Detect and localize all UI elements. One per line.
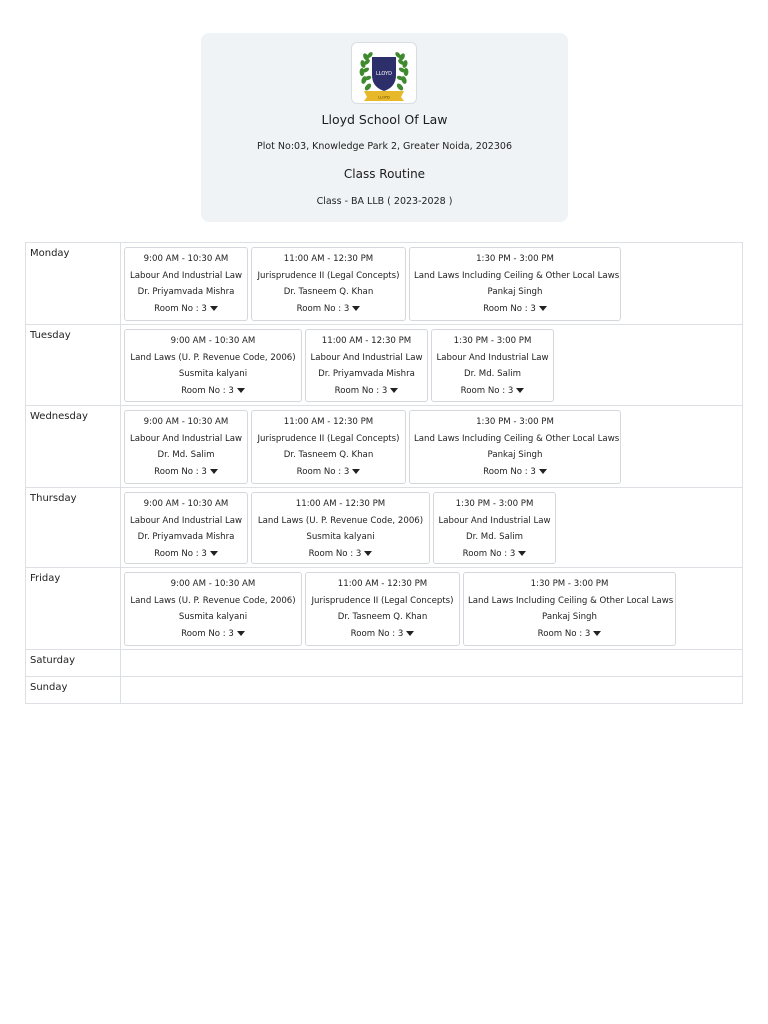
class-slot <box>433 492 556 564</box>
day-row <box>26 406 742 488</box>
day-name: Thursday <box>26 488 121 567</box>
slot-teacher: Dr. Tasneem Q. Khan <box>283 450 374 461</box>
room-label: Room No : 3 <box>181 628 234 639</box>
slot-subject: Land Laws Including Ceiling & Other Local Laws <box>414 433 620 444</box>
caret-down-icon[interactable] <box>237 631 245 636</box>
slot-teacher: Susmita kalyani <box>178 369 248 380</box>
day-row <box>26 325 742 406</box>
slot-subject: Jurisprudence II (Legal Concepts) <box>311 595 454 606</box>
slot-subject: Jurisprudence II (Legal Concepts) <box>257 270 400 281</box>
slot-teacher: Dr. Tasneem Q. Khan <box>337 612 428 623</box>
class-slot <box>124 572 302 646</box>
class-slot <box>463 572 676 646</box>
school-logo <box>351 42 417 104</box>
caret-down-icon[interactable] <box>539 469 547 474</box>
slot-teacher: Pankaj Singh <box>542 612 597 623</box>
day-name: Saturday <box>26 650 121 676</box>
slot-teacher: Dr. Md. Salim <box>465 532 524 543</box>
room-dropdown[interactable] <box>310 383 423 400</box>
class-slot <box>305 329 428 402</box>
room-dropdown[interactable] <box>256 301 401 318</box>
room-dropdown[interactable] <box>256 464 401 481</box>
day-name: Wednesday <box>26 406 121 487</box>
class-slot <box>124 492 248 564</box>
slot-time: 9:00 AM - 10:30 AM <box>143 254 229 264</box>
slot-subject: Labour And Industrial Law <box>129 270 243 281</box>
day-slots <box>121 488 742 567</box>
room-label: Room No : 3 <box>308 548 362 559</box>
day-row <box>26 488 742 568</box>
caret-down-icon[interactable] <box>237 388 245 393</box>
slot-teacher: Dr. Md. Salim <box>157 450 215 461</box>
caret-down-icon[interactable] <box>210 551 218 556</box>
slot-time: 1:30 PM - 3:00 PM <box>455 499 534 509</box>
laurel-shield-logo-icon <box>352 43 416 103</box>
room-dropdown[interactable] <box>438 546 551 563</box>
svg-text:LLOYD: LLOYD <box>378 95 390 100</box>
room-dropdown[interactable] <box>414 464 616 481</box>
class-slot <box>124 329 302 402</box>
day-row <box>26 568 742 650</box>
class-info: Class - BA LLB ( 2023-2028 ) <box>316 196 453 207</box>
room-label: Room No : 3 <box>350 628 404 639</box>
room-label: Room No : 3 <box>483 303 536 314</box>
slot-subject: Land Laws (U. P. Revenue Code, 2006) <box>130 352 296 363</box>
room-label: Room No : 3 <box>537 628 591 639</box>
room-dropdown[interactable] <box>414 301 616 318</box>
slot-time: 1:30 PM - 3:00 PM <box>530 579 609 589</box>
caret-down-icon[interactable] <box>210 469 218 474</box>
room-dropdown[interactable] <box>310 626 455 643</box>
slot-teacher: Dr. Priyamvada Mishra <box>137 287 235 298</box>
class-slot <box>251 247 406 321</box>
day-name: Monday <box>26 243 121 324</box>
slot-teacher: Susmita kalyani <box>306 532 375 543</box>
room-label: Room No : 3 <box>296 466 350 477</box>
slot-teacher: Dr. Md. Salim <box>463 369 522 380</box>
class-slot <box>124 247 248 321</box>
room-dropdown[interactable] <box>468 626 671 643</box>
slot-time: 1:30 PM - 3:00 PM <box>476 254 554 264</box>
slot-time: 11:00 AM - 12:30 PM <box>283 254 374 264</box>
class-slot <box>431 329 554 402</box>
slot-subject: Labour And Industrial Law <box>129 515 243 526</box>
svg-text:LLOYD: LLOYD <box>376 71 392 77</box>
room-label: Room No : 3 <box>296 303 350 314</box>
school-header <box>201 33 568 222</box>
room-dropdown[interactable] <box>129 546 243 563</box>
slot-subject: Jurisprudence II (Legal Concepts) <box>257 433 400 444</box>
caret-down-icon[interactable] <box>518 551 526 556</box>
room-dropdown[interactable] <box>129 383 297 400</box>
caret-down-icon[interactable] <box>593 631 601 636</box>
class-slot <box>124 410 248 484</box>
caret-down-icon[interactable] <box>406 631 414 636</box>
slot-subject: Labour And Industrial Law <box>310 352 423 363</box>
day-row <box>26 650 742 677</box>
slot-time: 11:00 AM - 12:30 PM <box>321 336 412 346</box>
room-dropdown[interactable] <box>436 383 549 400</box>
slot-time: 9:00 AM - 10:30 AM <box>170 579 256 589</box>
slot-time: 1:30 PM - 3:00 PM <box>453 336 532 346</box>
class-slot <box>409 247 621 321</box>
day-slots <box>121 650 742 676</box>
room-dropdown[interactable] <box>129 464 243 481</box>
slot-subject: Land Laws (U. P. Revenue Code, 2006) <box>257 515 424 526</box>
day-row <box>26 243 742 325</box>
day-row <box>26 677 742 703</box>
class-slot <box>251 410 406 484</box>
slot-teacher: Pankaj Singh <box>487 287 543 298</box>
room-label: Room No : 3 <box>154 303 207 314</box>
room-dropdown[interactable] <box>129 626 297 643</box>
room-label: Room No : 3 <box>154 548 207 559</box>
room-label: Room No : 3 <box>460 385 514 396</box>
slot-subject: Labour And Industrial Law <box>129 433 243 444</box>
caret-down-icon[interactable] <box>364 551 372 556</box>
slot-subject: Land Laws Including Ceiling & Other Local Laws <box>414 270 620 281</box>
day-slots <box>121 243 742 324</box>
day-name: Tuesday <box>26 325 121 405</box>
slot-time: 11:00 AM - 12:30 PM <box>295 499 386 509</box>
day-slots <box>121 325 742 405</box>
slot-teacher: Dr. Priyamvada Mishra <box>318 369 415 380</box>
routine-table <box>25 242 743 704</box>
room-label: Room No : 3 <box>462 548 516 559</box>
caret-down-icon[interactable] <box>352 306 360 311</box>
slot-teacher: Susmita kalyani <box>178 612 248 623</box>
caret-down-icon[interactable] <box>352 469 360 474</box>
slot-time: 9:00 AM - 10:30 AM <box>170 336 256 346</box>
room-label: Room No : 3 <box>483 466 536 477</box>
day-name: Sunday <box>26 677 121 703</box>
slot-time: 11:00 AM - 12:30 PM <box>283 417 374 427</box>
slot-teacher: Dr. Priyamvada Mishra <box>137 532 235 543</box>
slot-subject: Land Laws Including Ceiling & Other Local Laws <box>468 595 674 606</box>
caret-down-icon[interactable] <box>516 388 524 393</box>
room-label: Room No : 3 <box>181 385 234 396</box>
routine-title: Class Routine <box>343 167 426 181</box>
room-dropdown[interactable] <box>256 546 425 563</box>
slot-time: 9:00 AM - 10:30 AM <box>143 499 229 509</box>
room-label: Room No : 3 <box>154 466 207 477</box>
slot-teacher: Pankaj Singh <box>487 450 543 461</box>
day-slots <box>121 677 742 703</box>
caret-down-icon[interactable] <box>539 306 547 311</box>
caret-down-icon[interactable] <box>210 306 218 311</box>
class-slot <box>251 492 430 564</box>
day-slots <box>121 406 742 487</box>
school-name: Lloyd School Of Law <box>321 112 448 127</box>
slot-subject: Labour And Industrial Law <box>438 515 551 526</box>
slot-time: 11:00 AM - 12:30 PM <box>337 579 428 589</box>
class-slot <box>409 410 621 484</box>
class-slot <box>305 572 460 646</box>
slot-time: 9:00 AM - 10:30 AM <box>143 417 229 427</box>
slot-subject: Land Laws (U. P. Revenue Code, 2006) <box>130 595 296 606</box>
slot-subject: Labour And Industrial Law <box>436 352 549 363</box>
caret-down-icon[interactable] <box>390 388 398 393</box>
room-dropdown[interactable] <box>129 301 243 318</box>
day-name: Friday <box>26 568 121 649</box>
day-slots <box>121 568 742 649</box>
slot-time: 1:30 PM - 3:00 PM <box>476 417 554 427</box>
room-label: Room No : 3 <box>334 385 388 396</box>
school-address: Plot No:03, Knowledge Park 2, Greater Noida, 202306 <box>257 141 512 152</box>
slot-teacher: Dr. Tasneem Q. Khan <box>283 287 374 298</box>
